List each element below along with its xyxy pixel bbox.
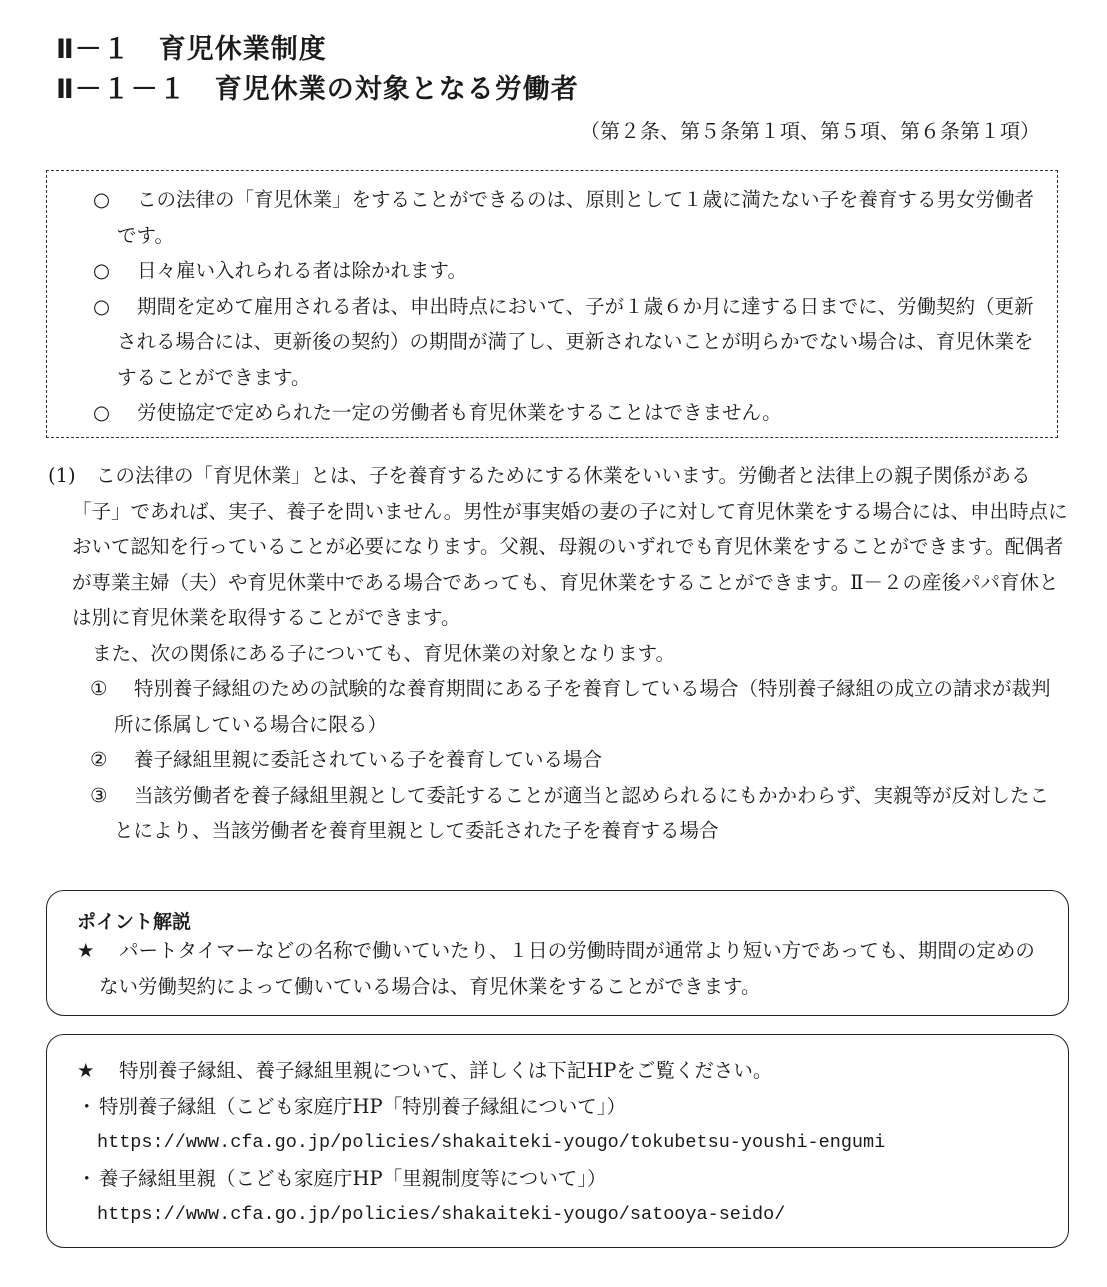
circle-bullet-icon: ○ [93, 259, 111, 282]
summary-box [46, 170, 1058, 438]
link-label: ・ 養子縁組里親（こども家庭庁HP「里親制度等について」） [77, 1167, 607, 1190]
summary-item: ○ この法律の「育児休業」をすることができるのは、原則として１歳に満たない子を養育する男女労働者です。 [71, 182, 1045, 253]
links-box [46, 1034, 1069, 1248]
link-url[interactable]: https://www.cfa.go.jp/policies/shakaiteki-yougo/satooya-seido/ [97, 1204, 786, 1225]
summary-item: ○ 労使協定で定められた一定の労働者も育児休業をすることはできません。 [71, 395, 1045, 431]
case-item: ③ 当該労働者を養子縁組里親として委託することが適当と認められるにもかかわらず、実親等が反対したことにより、当該労働者を養育里親として委託された子を養育する場合 [90, 783, 1049, 842]
subsection-heading: Ⅱ－１－１ 育児休業の対象となる労働者 [56, 74, 579, 105]
headings [56, 30, 1056, 110]
summary-item: ○ 日々雇い入れられる者は除かれます。 [71, 253, 1045, 289]
point-text: ★ パートタイマーなどの名称で働いていたり、１日の労働時間が通常より短い方であっても、期間の定めのない労働契約によって働いている場合は、育児休業をすることができます。 [77, 933, 1052, 1005]
circle-bullet-icon: ○ [93, 188, 111, 211]
paragraph-number: (1) [48, 464, 76, 487]
case-list [48, 671, 1068, 849]
explanation-section [48, 458, 1068, 849]
summary-item: ○ 期間を定めて雇用される者は、申出時点において、子が１歳６か月に達する日までに、労働契約（更新される場合には、更新後の契約）の期間が満了し、更新されないことが明らかでない場合は、育児休業をすることができます。 [71, 289, 1045, 396]
also-text: また、次の関係にある子についても、育児休業の対象となります。 [92, 641, 676, 665]
star-icon: ★ [77, 939, 95, 962]
circle-bullet-icon: ○ [93, 401, 111, 424]
star-icon: ★ [77, 1059, 95, 1082]
case-item: ① 特別養子縁組のための試験的な養育期間にある子を養育している場合（特別養子縁組の成立の請求が裁判所に係属している場合に限る） [90, 677, 1051, 736]
case-item: ② 養子縁組里親に委託されている子を養育している場合 [90, 748, 603, 771]
point-title: ポイント解説 [77, 912, 192, 933]
point-box [46, 890, 1069, 1016]
law-references: （第２条、第５条第１項、第５項、第６条第１項） [580, 119, 1040, 143]
explanation-paragraph: (1) この法律の「育児休業」とは、子を養育するためにする休業をいいます。労働者と法律上の親子関係がある「子」であれば、実子、養子を問いません。男性が事実婚の妻の子に対して育児休業をする場合には、申出時点において認知を行っていることが必要になります。父親、母親のいずれでも育児休業をすることができます。配偶者が専業主婦（夫）や育児休業中である場合であっても、育児休業をすることができます。Ⅱ－２の産後パパ育休とは別に育児休業を取得することができます。 [48, 458, 1068, 636]
circle-bullet-icon: ○ [93, 294, 111, 318]
links-intro: ★ 特別養子縁組、養子縁組里親について、詳しくは下記HPをご覧ください。 [77, 1053, 1052, 1089]
link-url[interactable]: https://www.cfa.go.jp/policies/shakaiteki-yougo/tokubetsu-youshi-engumi [97, 1132, 886, 1153]
link-label: ・ 特別養子縁組（こども家庭庁HP「特別養子縁組について」） [77, 1095, 626, 1118]
section-heading: Ⅱ－１ 育児休業制度 [56, 34, 327, 65]
